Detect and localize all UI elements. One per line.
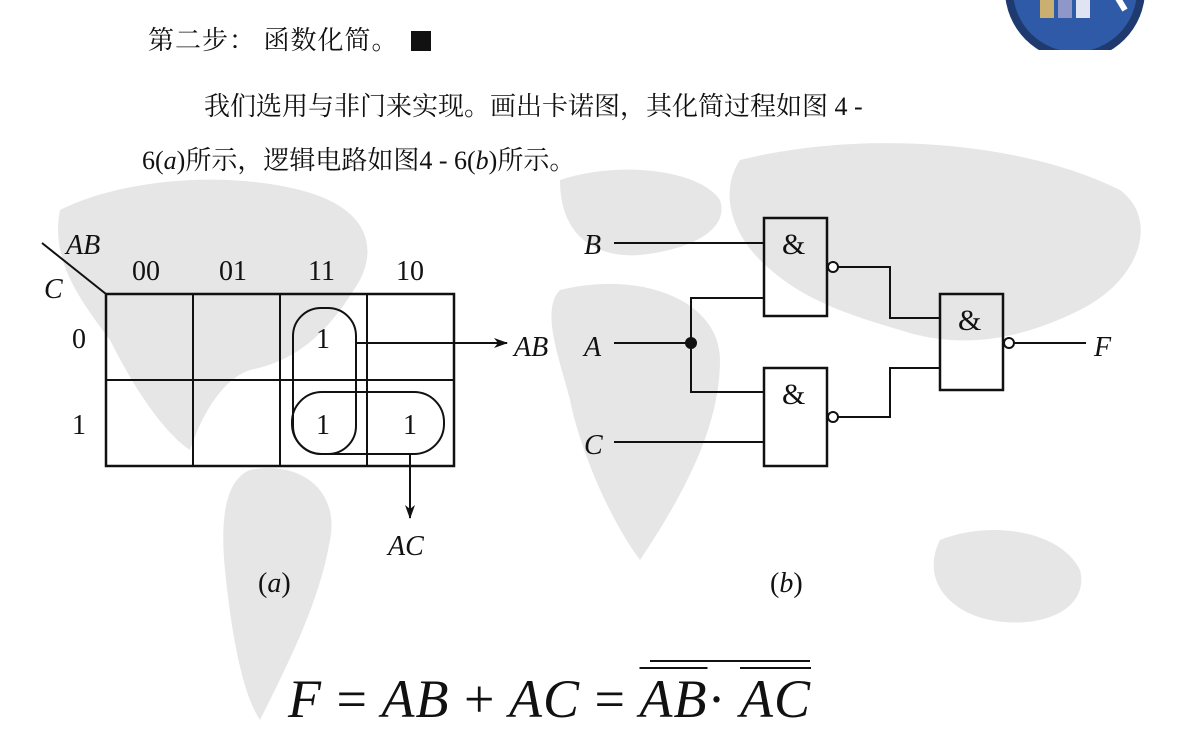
formula-lhs: F	[288, 669, 322, 729]
karnaugh-map	[42, 243, 507, 518]
kmap-cell: 1	[403, 410, 417, 441]
kmap-caption-close: )	[281, 568, 291, 599]
paragraph-line-2-suffix: )所示。	[488, 146, 576, 175]
circuit-input-label-a: A	[584, 332, 602, 363]
kmap-corner-col-var: C	[44, 274, 63, 305]
kmap-row-header: 1	[72, 410, 86, 441]
wire-junction-dot	[686, 338, 696, 348]
circuit-caption	[770, 568, 803, 599]
wire-gate-2-to-gate-3	[838, 368, 940, 417]
nand-gate-3-bubble	[1004, 338, 1014, 348]
circuit-labels	[582, 228, 1112, 599]
wire-a-to-gate-2	[691, 343, 764, 392]
kmap-corner-row-var: AB	[66, 230, 101, 261]
formula-equals-2: =	[594, 669, 626, 729]
circuit-output-label-f: F	[1094, 332, 1112, 363]
formula-nand-term-1: $\overline{AB}$	[639, 669, 708, 729]
kmap-row-header: 0	[72, 324, 86, 355]
formula-nand-term-2: $\overline{AC}$	[740, 669, 812, 729]
nand-gate-1-bubble	[828, 262, 838, 272]
nand-gate-3-symbol: &	[958, 304, 982, 337]
paragraph-figure-b: b	[475, 146, 489, 175]
kmap-column-header: 11	[308, 256, 335, 287]
circuit-input-label-c: C	[584, 430, 603, 461]
paragraph-line-2-mid: )所示，逻辑电路如图4 - 6(	[176, 146, 476, 175]
formula-term-2: AC	[508, 669, 580, 729]
kmap-column-header: 01	[219, 256, 247, 287]
nand-gate-2-symbol: &	[782, 378, 806, 411]
nand-gate-2-bubble	[828, 412, 838, 422]
circuit-caption-open: (	[770, 568, 780, 599]
kmap-cell: 1	[316, 324, 330, 355]
formula-equals: =	[336, 669, 368, 729]
kmap-group-label-ab: AB	[514, 332, 549, 363]
formula-outer-overbar	[650, 660, 810, 662]
kmap-column-header: 00	[132, 256, 160, 287]
paragraph-line-1: 我们选用与非门来实现。画出卡诺图，其化简过程如图 4 -	[204, 92, 863, 121]
kmap-caption	[258, 568, 291, 599]
wire-gate-1-to-gate-3	[838, 267, 940, 318]
kmap-caption-letter: a	[267, 568, 282, 599]
formula-term-1: AB	[381, 669, 450, 729]
kmap-labels	[44, 230, 548, 599]
paragraph-figure-a: a	[163, 146, 177, 175]
circuit-caption-letter: b	[779, 568, 794, 599]
kmap-column-header: 10	[396, 256, 424, 287]
formula-plus: +	[463, 669, 496, 729]
kmap-group-label-ac: AC	[388, 531, 424, 562]
kmap-caption-open: (	[258, 568, 268, 599]
boolean-formula	[288, 668, 811, 730]
nand-gate-1-symbol: &	[782, 228, 806, 261]
kmap-cell: 1	[316, 410, 330, 441]
logic-circuit	[614, 218, 1086, 466]
wire-a-to-gate-1	[691, 298, 764, 343]
formula-dot: ·	[707, 669, 727, 729]
step-heading-text: 第二步： 函数化简。	[148, 26, 399, 55]
circuit-caption-close: )	[793, 568, 803, 599]
paragraph-line-2-prefix: 6(	[142, 146, 164, 175]
circuit-input-label-b: B	[584, 230, 602, 261]
